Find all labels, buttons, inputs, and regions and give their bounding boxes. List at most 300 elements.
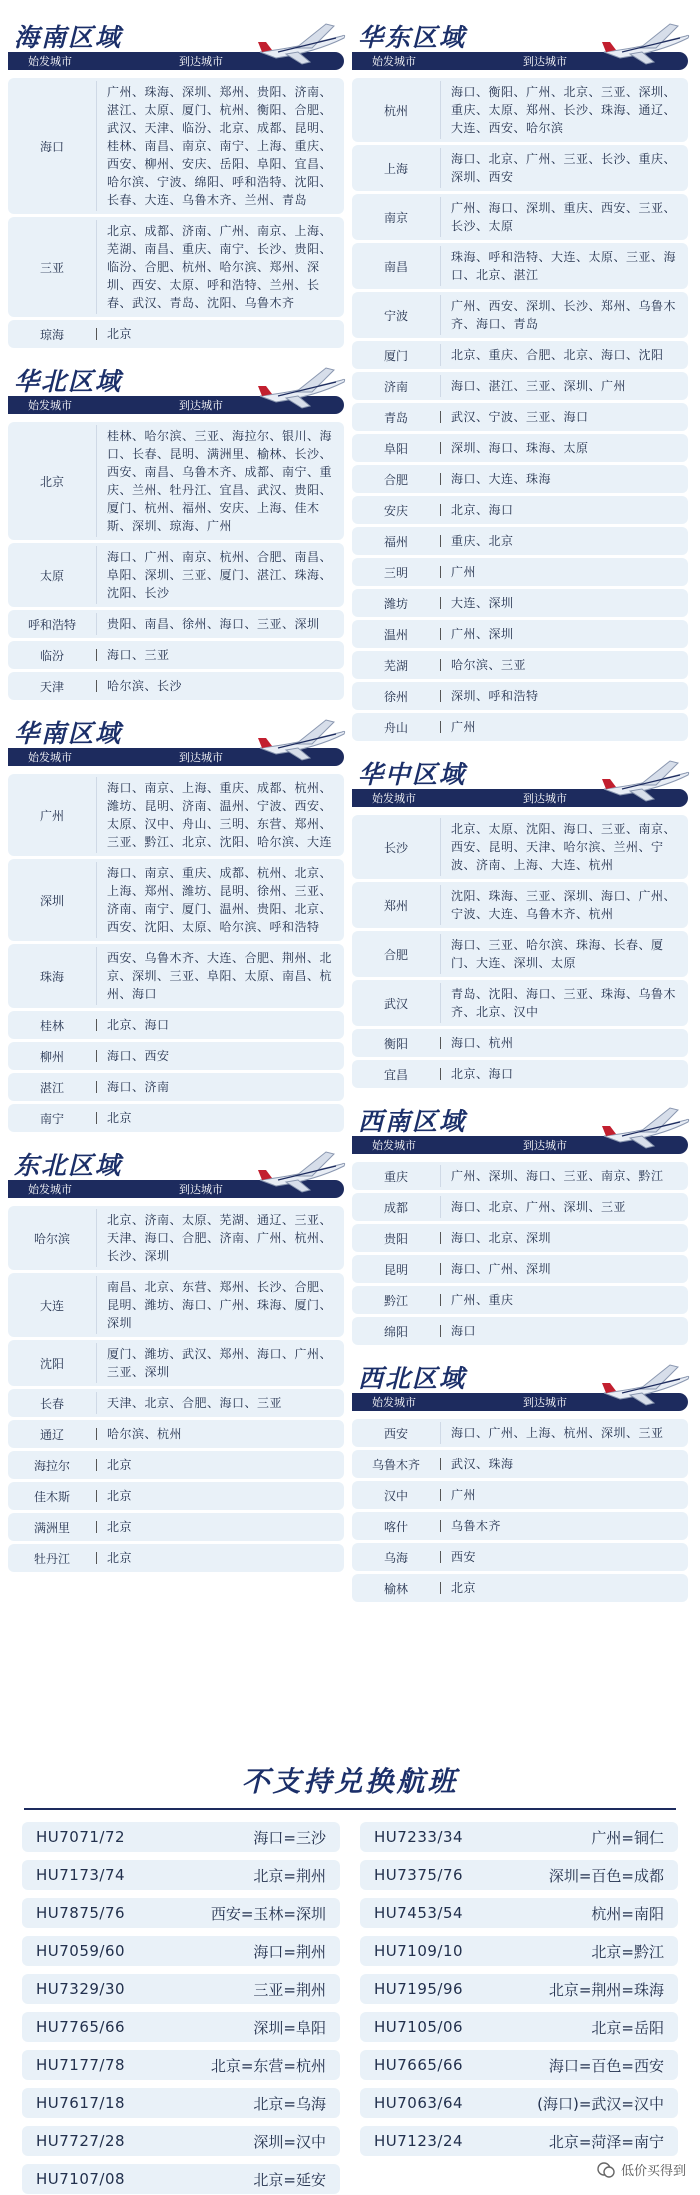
- origin-city: 上海: [383, 161, 408, 176]
- origin-city: 昆明: [383, 1262, 408, 1277]
- flight-code: HU7453/54: [374, 1904, 464, 1922]
- route-row: [8, 1206, 344, 1270]
- route-row: [352, 1224, 688, 1252]
- origin-city: 郑州: [383, 898, 408, 913]
- origin-city: 舟山: [383, 720, 408, 735]
- region-header: [8, 18, 344, 74]
- unsupported-flight: [360, 2088, 678, 2118]
- arrive-header: 到达城市: [179, 55, 223, 68]
- route-row: [8, 1513, 344, 1541]
- route-list: [8, 78, 344, 348]
- origin-city: 潍坊: [383, 596, 408, 611]
- region-header: [8, 1146, 344, 1202]
- destination-cities: 桂林、哈尔滨、三亚、海拉尔、银川、海口、长春、昆明、满洲里、榆林、长沙、西安、南昌、乌鲁木齐、成都、南宁、重庆、兰州、牡丹江、宜昌、武汉、贵阳、厦门、杭州、福州、安庆、上海、佳木斯、深圳、琼海、广州: [107, 429, 333, 533]
- unsupported-title: 不支持兑换航班: [241, 1765, 459, 1798]
- route-row: [352, 931, 688, 977]
- origin-city: 南宁: [39, 1111, 64, 1126]
- flight-route: 深圳=阜阳: [253, 2018, 326, 2037]
- flight-route: 北京=荆州: [253, 1866, 326, 1885]
- depart-header: 始发城市: [28, 751, 72, 764]
- route-row: [8, 1273, 344, 1337]
- destination-cities: 武汉、宁波、三亚、海口: [451, 410, 589, 424]
- destination-cities: 海口、南京、重庆、成都、杭州、北京、上海、郑州、潍坊、昆明、徐州、三亚、济南、南宁、厦门、温州、贵阳、北京、西安、沈阳、太原、哈尔滨、呼和浩特: [107, 866, 333, 934]
- flight-route: 北京=荆州=珠海: [548, 1980, 664, 1999]
- arrive-header: 到达城市: [179, 751, 223, 764]
- route-row: [352, 1512, 688, 1540]
- region-title: 华南区域: [14, 719, 123, 748]
- flight-code: HU7123/24: [374, 2132, 464, 2150]
- origin-city: 南昌: [383, 259, 408, 274]
- destination-cities: 西安: [451, 1550, 477, 1564]
- destination-cities: 广州: [451, 1488, 477, 1502]
- origin-city: 绵阳: [383, 1324, 408, 1339]
- destination-cities: 北京、成都、济南、广州、南京、上海、芜湖、南昌、重庆、南宁、长沙、贵阳、临汾、合肥、杭州、哈尔滨、郑州、深圳、西安、太原、呼和浩特、兰州、长春、武汉、青岛、沈阳、乌鲁木齐: [107, 224, 333, 310]
- destination-cities: 北京、海口: [451, 503, 514, 517]
- destination-cities: 海口、三亚、哈尔滨、珠海、长春、厦门、大连、深圳、太原: [451, 938, 664, 970]
- flight-code: HU7109/10: [374, 1942, 464, 1960]
- destination-cities: 北京、济南、太原、芜湖、通辽、三亚、天津、海口、合肥、济南、广州、杭州、长沙、深圳: [107, 1213, 333, 1263]
- flight-code: HU7665/66: [374, 2056, 464, 2074]
- route-row: [8, 78, 344, 214]
- unsupported-flight: [360, 2012, 678, 2042]
- route-list: [352, 1162, 688, 1345]
- route-list: [8, 1206, 344, 1572]
- route-row: [8, 422, 344, 540]
- flight-code: HU7765/66: [36, 2018, 126, 2036]
- region-section-hainan: [8, 18, 344, 348]
- divider: [24, 1808, 676, 1810]
- destination-cities: 北京、海口: [451, 1067, 514, 1081]
- destination-cities: 海口: [451, 1324, 477, 1338]
- flight-code: HU7063/64: [374, 2094, 464, 2112]
- origin-city: 海口: [39, 139, 64, 154]
- flight-route: 北京=延安: [253, 2170, 326, 2189]
- route-row: [8, 859, 344, 941]
- route-row: [352, 496, 688, 524]
- route-row: [8, 944, 344, 1008]
- flight-route: 杭州=南阳: [591, 1904, 664, 1923]
- origin-city: 深圳: [39, 893, 64, 908]
- region-header: [352, 18, 688, 74]
- origin-city: 成都: [383, 1200, 408, 1215]
- flight-code: HU7105/06: [374, 2018, 464, 2036]
- origin-city: 济南: [383, 379, 408, 394]
- route-list: [8, 774, 344, 1132]
- origin-city: 合肥: [383, 472, 408, 487]
- route-row: [8, 1420, 344, 1448]
- arrive-header: 到达城市: [523, 792, 567, 805]
- route-list: [352, 815, 688, 1088]
- right-column: [352, 4, 688, 1605]
- route-row: [352, 292, 688, 338]
- destination-cities: 乌鲁木齐: [451, 1519, 502, 1533]
- origin-city: 厦门: [383, 348, 408, 363]
- origin-city: 大连: [39, 1298, 64, 1313]
- origin-city: 通辽: [39, 1427, 64, 1442]
- origin-city: 衡阳: [383, 1036, 408, 1051]
- origin-city: 乌鲁木齐: [371, 1457, 420, 1472]
- destination-cities: 北京: [107, 1551, 133, 1565]
- unsupported-flight: [360, 2050, 678, 2080]
- origin-city: 广州: [39, 808, 64, 823]
- route-row: [352, 403, 688, 431]
- destination-cities: 海口、广州、深圳: [451, 1262, 552, 1276]
- route-row: [8, 1482, 344, 1510]
- destination-cities: 武汉、珠海: [451, 1457, 514, 1471]
- origin-city: 黔江: [383, 1293, 408, 1308]
- origin-city: 汉中: [383, 1488, 408, 1503]
- origin-city: 满洲里: [33, 1520, 70, 1535]
- region-title: 海南区域: [14, 23, 123, 52]
- origin-city: 贵阳: [383, 1231, 408, 1246]
- unsupported-flight-grid: [22, 1822, 678, 2194]
- destination-cities: 北京: [107, 327, 133, 341]
- destination-cities: 重庆、北京: [451, 534, 514, 548]
- route-row: [8, 543, 344, 607]
- region-header: [352, 1359, 688, 1415]
- route-row: [352, 243, 688, 289]
- flight-route: 海口=三沙: [253, 1828, 326, 1847]
- flight-code: HU7617/18: [36, 2094, 126, 2112]
- origin-city: 福州: [383, 534, 408, 549]
- destination-cities: 海口、北京、深圳: [451, 1231, 552, 1245]
- airplane-icon: [600, 755, 692, 805]
- route-row: [8, 1340, 344, 1386]
- route-row: [8, 610, 344, 638]
- destination-cities: 海口、济南: [107, 1080, 170, 1094]
- destination-cities: 广州: [451, 720, 477, 734]
- flight-code: HU7107/08: [36, 2170, 126, 2188]
- route-row: [352, 651, 688, 679]
- airplane-icon: [600, 1359, 692, 1409]
- route-list: [352, 1419, 688, 1602]
- destination-cities: 北京、重庆、合肥、北京、海口、沈阳: [451, 348, 664, 362]
- origin-city: 琼海: [39, 327, 64, 342]
- origin-city: 哈尔滨: [33, 1231, 70, 1246]
- origin-city: 榆林: [383, 1581, 408, 1596]
- destination-cities: 海口、湛江、三亚、深圳、广州: [451, 379, 627, 393]
- flight-route: (海口)=武汉=汉中: [537, 2094, 664, 2113]
- depart-header: 始发城市: [372, 1396, 416, 1409]
- route-row: [352, 1255, 688, 1283]
- origin-city: 太原: [39, 568, 64, 583]
- destination-cities: 海口、大连、珠海: [451, 472, 552, 486]
- route-row: [352, 980, 688, 1026]
- origin-city: 湛江: [39, 1080, 64, 1095]
- unsupported-flight: [360, 1860, 678, 1890]
- airplane-icon: [600, 1102, 692, 1152]
- route-row: [352, 1162, 688, 1190]
- route-list: [8, 422, 344, 700]
- origin-city: 珠海: [39, 969, 64, 984]
- flight-code: HU7071/72: [36, 1828, 126, 1846]
- route-row: [352, 527, 688, 555]
- unsupported-flight: [22, 1936, 340, 1966]
- depart-header: 始发城市: [372, 792, 416, 805]
- route-row: [352, 1543, 688, 1571]
- route-row: [352, 682, 688, 710]
- unsupported-flight: [22, 2164, 340, 2194]
- destination-cities: 北京: [107, 1458, 133, 1472]
- unsupported-flight: [22, 1822, 340, 1852]
- region-section-huadong: [352, 18, 688, 741]
- origin-city: 宜昌: [383, 1067, 408, 1082]
- destination-cities: 贵阳、南昌、徐州、海口、三亚、深圳: [107, 617, 320, 631]
- airplane-icon: [256, 18, 348, 68]
- origin-city: 长春: [39, 1396, 64, 1411]
- destination-cities: 海口、三亚: [107, 648, 170, 662]
- unsupported-flight: [22, 2126, 340, 2156]
- flight-code: HU7059/60: [36, 1942, 126, 1960]
- region-section-xibei: [352, 1359, 688, 1602]
- route-row: [352, 78, 688, 142]
- airplane-icon: [600, 18, 692, 68]
- region-header: [352, 1102, 688, 1158]
- region-section-xinan: [352, 1102, 688, 1345]
- flight-route: 深圳=百色=成都: [548, 1866, 664, 1885]
- route-row: [352, 194, 688, 240]
- origin-city: 青岛: [383, 410, 408, 425]
- route-row: [8, 1544, 344, 1572]
- depart-header: 始发城市: [28, 399, 72, 412]
- origin-city: 徐州: [383, 689, 408, 704]
- destination-cities: 青岛、沈阳、海口、三亚、珠海、乌鲁木齐、北京、汉中: [451, 987, 677, 1019]
- destination-cities: 厦门、潍坊、武汉、郑州、海口、广州、三亚、深圳: [107, 1347, 333, 1379]
- region-title: 西南区域: [358, 1107, 467, 1136]
- destination-cities: 沈阳、珠海、三亚、深圳、海口、广州、宁波、大连、乌鲁木齐、杭州: [451, 889, 677, 921]
- unsupported-flight: [22, 1860, 340, 1890]
- destination-cities: 北京: [107, 1111, 133, 1125]
- region-section-huabei: [8, 362, 344, 700]
- destination-cities: 西安、乌鲁木齐、大连、合肥、荆州、北京、深圳、三亚、阜阳、太原、南昌、杭州、海口: [107, 951, 333, 1001]
- region-header: [8, 362, 344, 418]
- route-row: [352, 589, 688, 617]
- origin-city: 桂林: [39, 1018, 64, 1033]
- route-row: [352, 882, 688, 928]
- unsupported-flight: [22, 2088, 340, 2118]
- route-row: [352, 713, 688, 741]
- flight-route: 海口=荆州: [253, 1942, 326, 1961]
- destination-cities: 北京、海口: [107, 1018, 170, 1032]
- destination-cities: 海口、杭州: [451, 1036, 514, 1050]
- origin-city: 南京: [383, 210, 408, 225]
- route-row: [352, 465, 688, 493]
- flight-code: HU7177/78: [36, 2056, 126, 2074]
- destination-cities: 海口、北京、广州、深圳、三亚: [451, 1200, 627, 1214]
- destination-cities: 海口、西安: [107, 1049, 170, 1063]
- destination-cities: 北京: [107, 1489, 133, 1503]
- flight-route: 北京=岳阳: [591, 2018, 664, 2037]
- arrive-header: 到达城市: [179, 399, 223, 412]
- region-title: 华北区域: [14, 367, 123, 396]
- origin-city: 重庆: [383, 1169, 408, 1184]
- destination-cities: 广州、海口、深圳、重庆、西安、三亚、长沙、太原: [451, 201, 677, 233]
- route-row: [352, 1286, 688, 1314]
- flight-code: HU7727/28: [36, 2132, 126, 2150]
- watermark: [597, 2160, 686, 2179]
- flight-route: 三亚=荆州: [253, 1980, 326, 1999]
- depart-header: 始发城市: [28, 1183, 72, 1196]
- route-row: [352, 434, 688, 462]
- depart-header: 始发城市: [372, 1139, 416, 1152]
- route-row: [352, 1317, 688, 1345]
- arrive-header: 到达城市: [523, 1139, 567, 1152]
- origin-city: 北京: [39, 474, 64, 489]
- destination-cities: 海口、衡阳、广州、北京、三亚、深圳、重庆、太原、郑州、长沙、珠海、通辽、大连、西安、哈尔滨: [451, 85, 677, 135]
- flight-route: 北京=东营=杭州: [210, 2056, 326, 2075]
- route-row: [352, 815, 688, 879]
- destination-cities: 深圳、呼和浩特: [451, 689, 539, 703]
- destination-cities: 哈尔滨、三亚: [451, 658, 527, 672]
- origin-city: 天津: [39, 679, 64, 694]
- destination-cities: 海口、广州、上海、杭州、深圳、三亚: [451, 1426, 664, 1440]
- region-section-huanan: [8, 714, 344, 1132]
- region-title: 华中区域: [358, 760, 467, 789]
- region-title: 华东区域: [358, 23, 467, 52]
- origin-city: 温州: [383, 627, 408, 642]
- unsupported-flight: [22, 2012, 340, 2042]
- origin-city: 西安: [383, 1426, 408, 1441]
- destination-cities: 广州、珠海、深圳、郑州、贵阳、济南、湛江、太原、厦门、杭州、衡阳、合肥、武汉、天津、临汾、北京、成都、昆明、桂林、南昌、南京、南宁、上海、重庆、西安、柳州、安庆、岳阳、阜阳、宜昌、哈尔滨、宁波、绵阳、呼和浩特、沈阳、长春、大连、乌鲁木齐、兰州、青岛: [107, 85, 333, 207]
- destination-cities: 广州、重庆: [451, 1293, 514, 1307]
- unsupported-flight: [360, 1936, 678, 1966]
- route-row: [352, 1060, 688, 1088]
- watermark-text: 低价买得到: [620, 2164, 686, 2179]
- unsupported-flight: [360, 1974, 678, 2004]
- destination-cities: 广州、深圳、海口、三亚、南京、黔江: [451, 1169, 664, 1183]
- flight-route: 北京=黔江: [591, 1942, 664, 1961]
- origin-city: 海拉尔: [33, 1458, 70, 1473]
- flight-route: 西安=玉林=深圳: [210, 1904, 326, 1923]
- arrive-header: 到达城市: [179, 1183, 223, 1196]
- depart-header: 始发城市: [28, 55, 72, 68]
- route-list: [352, 78, 688, 741]
- destination-cities: 北京、太原、沈阳、海口、三亚、南京、西安、昆明、天津、哈尔滨、兰州、宁波、济南、上海、大连、杭州: [451, 822, 677, 872]
- origin-city: 沈阳: [39, 1356, 64, 1371]
- flight-code: HU7329/30: [36, 1980, 126, 1998]
- origin-city: 柳州: [39, 1049, 64, 1064]
- route-row: [8, 774, 344, 856]
- route-row: [8, 672, 344, 700]
- route-row: [8, 217, 344, 317]
- unsupported-flight: [22, 1898, 340, 1928]
- destination-cities: 海口、广州、南京、杭州、合肥、南昌、阜阳、深圳、三亚、厦门、湛江、珠海、沈阳、长沙: [107, 550, 333, 600]
- region-title: 西北区域: [358, 1364, 467, 1393]
- origin-city: 牡丹江: [33, 1551, 70, 1566]
- route-row: [352, 1450, 688, 1478]
- route-row: [352, 145, 688, 191]
- route-row: [8, 1042, 344, 1070]
- flight-code: HU7195/96: [374, 1980, 464, 1998]
- unsupported-flight: [360, 2126, 678, 2156]
- origin-city: 佳木斯: [33, 1489, 70, 1504]
- origin-city: 乌海: [383, 1550, 408, 1565]
- region-header: [352, 755, 688, 811]
- flight-code: HU7173/74: [36, 1866, 126, 1884]
- destination-cities: 南昌、北京、东营、郑州、长沙、合肥、昆明、潍坊、海口、广州、珠海、厦门、深圳: [107, 1280, 333, 1330]
- origin-city: 杭州: [383, 103, 408, 118]
- route-row: [352, 341, 688, 369]
- flight-route: 海口=百色=西安: [548, 2056, 664, 2075]
- route-row: [352, 1574, 688, 1602]
- origin-city: 芜湖: [383, 658, 408, 673]
- flight-route: 深圳=汉中: [253, 2132, 326, 2151]
- route-row: [352, 620, 688, 648]
- airplane-icon: [256, 362, 348, 412]
- flight-code: HU7233/34: [374, 1828, 464, 1846]
- arrive-header: 到达城市: [523, 1396, 567, 1409]
- origin-city: 宁波: [383, 308, 408, 323]
- flight-route: 北京=乌海: [253, 2094, 326, 2113]
- flight-route: 广州=铜仁: [591, 1828, 664, 1847]
- route-row: [352, 1419, 688, 1447]
- route-row: [8, 1389, 344, 1417]
- origin-city: 合肥: [383, 947, 408, 962]
- flight-code: HU7375/76: [374, 1866, 464, 1884]
- destination-cities: 北京: [107, 1520, 133, 1534]
- region-section-huazhong: [352, 755, 688, 1088]
- unsupported-flight: [22, 2050, 340, 2080]
- destination-cities: 深圳、海口、珠海、太原: [451, 441, 589, 455]
- airplane-icon: [256, 1146, 348, 1196]
- destination-cities: 广州、深圳: [451, 627, 514, 641]
- unsupported-flight: [360, 1898, 678, 1928]
- route-row: [8, 1073, 344, 1101]
- unsupported-flight: [22, 1974, 340, 2004]
- flight-code: HU7875/76: [36, 1904, 126, 1922]
- destination-cities: 大连、深圳: [451, 596, 514, 610]
- destination-cities: 广州、西安、深圳、长沙、郑州、乌鲁木齐、海口、青岛: [451, 299, 677, 331]
- origin-city: 安庆: [383, 503, 408, 518]
- region-section-dongbei: [8, 1146, 344, 1572]
- destination-cities: 海口、北京、广州、三亚、长沙、重庆、深圳、西安: [451, 152, 677, 184]
- origin-city: 阜阳: [383, 441, 408, 456]
- destination-cities: 哈尔滨、杭州: [107, 1427, 183, 1441]
- destination-cities: 北京: [451, 1581, 477, 1595]
- region-title: 东北区域: [14, 1151, 123, 1180]
- destination-cities: 海口、南京、上海、重庆、成都、杭州、潍坊、昆明、济南、温州、宁波、西安、太原、汉中、舟山、三明、东营、郑州、三亚、黔江、北京、沈阳、哈尔滨、大连: [107, 781, 333, 849]
- origin-city: 呼和浩特: [27, 617, 76, 632]
- region-header: [8, 714, 344, 770]
- origin-city: 长沙: [383, 840, 408, 855]
- route-row: [8, 641, 344, 669]
- origin-city: 三亚: [39, 260, 64, 275]
- airplane-icon: [256, 714, 348, 764]
- origin-city: 武汉: [383, 996, 408, 1011]
- unsupported-flight: [360, 1822, 678, 1852]
- depart-header: 始发城市: [372, 55, 416, 68]
- route-row: [352, 558, 688, 586]
- destination-cities: 珠海、呼和浩特、大连、太原、三亚、海口、北京、湛江: [451, 250, 677, 282]
- route-row: [352, 1029, 688, 1057]
- destination-cities: 哈尔滨、长沙: [107, 679, 183, 693]
- destination-cities: 天津、北京、合肥、海口、三亚: [107, 1396, 283, 1410]
- route-row: [8, 320, 344, 348]
- route-row: [8, 1451, 344, 1479]
- origin-city: 三明: [383, 565, 408, 580]
- flight-route: 北京=菏泽=南宁: [548, 2132, 664, 2151]
- route-row: [352, 372, 688, 400]
- left-column: [8, 4, 344, 1575]
- origin-city: 喀什: [383, 1519, 408, 1534]
- route-row: [352, 1481, 688, 1509]
- wechat-icon: [597, 2161, 615, 2179]
- route-row: [8, 1011, 344, 1039]
- arrive-header: 到达城市: [523, 55, 567, 68]
- route-row: [8, 1104, 344, 1132]
- route-row: [352, 1193, 688, 1221]
- origin-city: 临汾: [39, 648, 64, 663]
